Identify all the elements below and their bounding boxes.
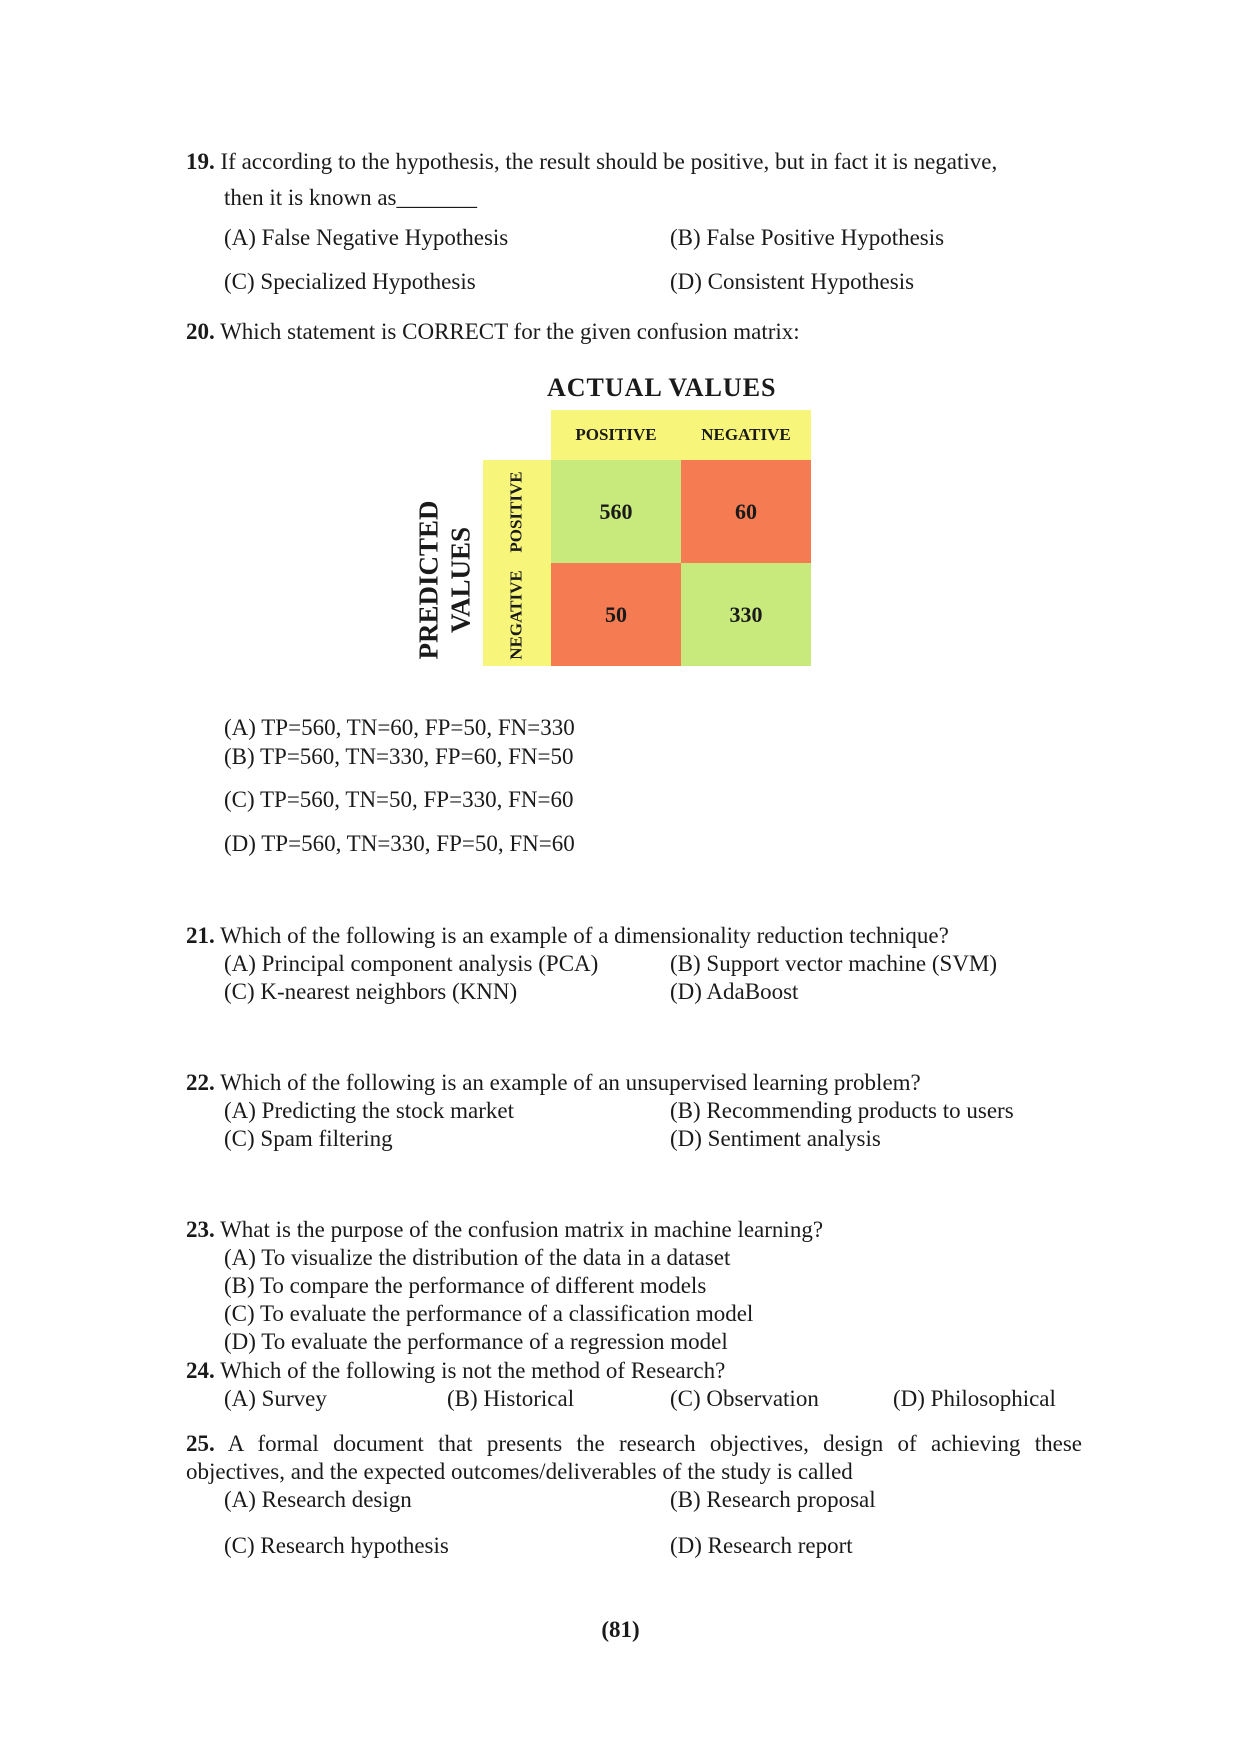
question-21	[186, 922, 949, 950]
option-b[interactable]: (B) Research proposal	[670, 1487, 876, 1512]
question-number: 22.	[186, 1070, 215, 1095]
option-b[interactable]: (B) To compare the performance of different models	[224, 1273, 707, 1298]
cell-true-positive: 560	[551, 460, 681, 563]
option-a[interactable]: (A) Survey	[224, 1386, 327, 1411]
question-19	[186, 148, 997, 176]
option-a[interactable]: (A) Principal component analysis (PCA)	[224, 951, 599, 976]
option-d[interactable]: (D) Research report	[670, 1533, 853, 1558]
option-a[interactable]: (A) To visualize the distribution of the data in a dataset	[224, 1245, 731, 1270]
predicted-positive-label: POSITIVE	[507, 470, 526, 553]
question-25	[186, 1430, 1082, 1486]
option-c[interactable]: (C) TP=560, TN=50, FP=330, FN=60	[224, 787, 574, 812]
question-text-continued: then it is known as_______	[224, 185, 477, 210]
option-d[interactable]: (D) Sentiment analysis	[670, 1126, 881, 1151]
option-a[interactable]: (A) Predicting the stock market	[224, 1098, 514, 1123]
option-c[interactable]: (C) Observation	[670, 1386, 819, 1411]
option-b[interactable]: (B) False Positive Hypothesis	[670, 225, 945, 250]
option-b[interactable]: (B) Recommending products to users	[670, 1098, 1014, 1123]
option-c[interactable]: (C) Spam filtering	[224, 1126, 393, 1151]
question-text: Which of the following is an example of an unsupervised learning problem?	[220, 1070, 921, 1095]
option-d[interactable]: (D) Consistent Hypothesis	[670, 269, 915, 294]
question-23	[186, 1216, 823, 1244]
question-24	[186, 1357, 725, 1385]
option-b[interactable]: (B) Historical	[447, 1386, 575, 1411]
option-c[interactable]: (C) To evaluate the performance of a classification model	[224, 1301, 754, 1326]
actual-positive-header: POSITIVE	[551, 410, 681, 460]
option-d[interactable]: (D) AdaBoost	[670, 979, 799, 1004]
predicted-values-label	[407, 480, 483, 680]
option-b[interactable]: (B) TP=560, TN=330, FP=60, FN=50	[224, 744, 574, 769]
option-d[interactable]: (D) TP=560, TN=330, FP=50, FN=60	[224, 831, 575, 856]
actual-values-title: ACTUAL VALUES	[547, 373, 777, 402]
page-number: (81)	[601, 1617, 640, 1642]
confusion-matrix	[405, 370, 835, 680]
actual-negative-header: NEGATIVE	[681, 410, 811, 460]
question-text: Which of the following is not the method of Research?	[220, 1358, 726, 1383]
option-a[interactable]: (A) Research design	[224, 1487, 412, 1512]
question-number: 19.	[186, 149, 215, 174]
option-b[interactable]: (B) Support vector machine (SVM)	[670, 951, 998, 976]
question-text: Which of the following is an example of a dimensionality reduction technique?	[220, 923, 949, 948]
option-d[interactable]: (D) Philosophical	[893, 1386, 1056, 1411]
predicted-label-line2: VALUES	[446, 526, 476, 634]
predicted-negative-label: NEGATIVE	[507, 569, 526, 660]
question-text: A formal document that presents the research objectives, design of achieving these objectives, and the expected outcomes/deliverables of the study is called	[186, 1431, 1082, 1484]
question-number: 21.	[186, 923, 215, 948]
option-c[interactable]: (C) Specialized Hypothesis	[224, 269, 476, 294]
predicted-positive-header	[483, 460, 551, 563]
predicted-negative-header	[483, 563, 551, 666]
cell-false-negative: 50	[551, 563, 681, 666]
option-a[interactable]: (A) TP=560, TN=60, FP=50, FN=330	[224, 715, 575, 740]
question-number: 20.	[186, 319, 215, 344]
question-text: What is the purpose of the confusion matrix in machine learning?	[220, 1217, 824, 1242]
question-number: 24.	[186, 1358, 215, 1383]
predicted-label-line1: PREDICTED	[414, 500, 444, 660]
option-a[interactable]: (A) False Negative Hypothesis	[224, 225, 509, 250]
question-number: 25.	[186, 1431, 215, 1456]
question-20	[186, 318, 800, 346]
option-c[interactable]: (C) Research hypothesis	[224, 1533, 449, 1558]
question-22	[186, 1069, 921, 1097]
question-text: If according to the hypothesis, the result should be positive, but in fact it is negative,	[220, 149, 998, 174]
cell-false-positive: 60	[681, 460, 811, 563]
cell-true-negative: 330	[681, 563, 811, 666]
question-number: 23.	[186, 1217, 215, 1242]
option-c[interactable]: (C) K-nearest neighbors (KNN)	[224, 979, 518, 1004]
question-text: Which statement is CORRECT for the given confusion matrix:	[220, 319, 800, 344]
option-d[interactable]: (D) To evaluate the performance of a regression model	[224, 1329, 728, 1354]
